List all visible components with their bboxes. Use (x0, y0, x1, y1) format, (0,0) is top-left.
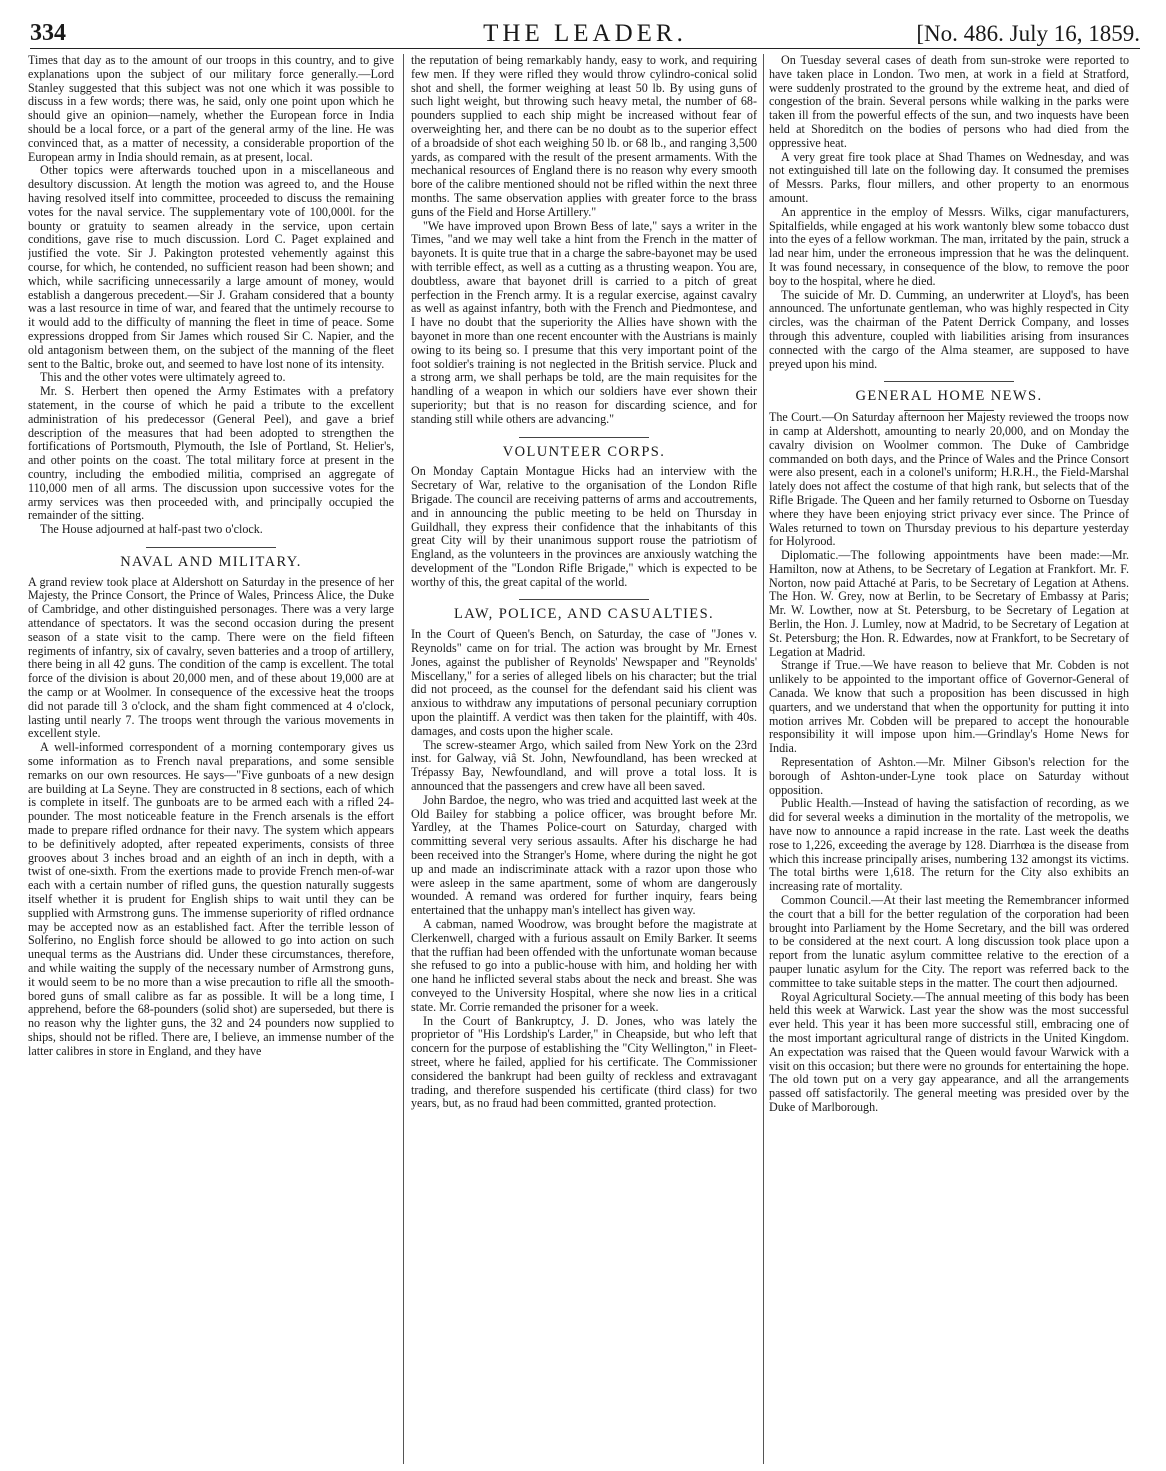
column-divider (763, 54, 764, 1464)
article-paragraph: This and the other votes were ultimately agreed to. (40, 370, 286, 385)
article-paragraph: Times that day as to the amount of our troops in this country, and to give explanations upon the subject of our military force generally.—Lord Stanley suggested that this subject was not one which it was possible to discuss in a few words; there was, he said, only one point upon which he should give an opinion—namely, whether the European force in India should be a local force, or a part of the general army of the line. He was convinced that, as a matter of necessity, a considerable proportion of the European army in India should remain, as at present, local. (28, 54, 394, 164)
newspaper-title: THE LEADER. (483, 20, 687, 47)
article-paragraph: Mr. S. Herbert then opened the Army Estimates with a prefatory statement, in the course of which he paid a tribute to the excellent administration of his predecessor (General Peel), and gave a brief description of the measures that had been adopted to strengthen the fortifications of Portsmouth, Plymouth, the Isle of Portland, St. Helier's, and other points on the coast. The total military force at present in the country, including the embodied militia, comprised an aggregate of 110,000 men of all arms. The discussion upon successive votes for the army services was then proceeded with, and principally occupied the remainder of the sitting. (28, 384, 394, 523)
section-heading: NAVAL AND MILITARY. (120, 553, 302, 570)
article-paragraph: The screw-steamer Argo, which sailed from New York on the 23rd inst. for Galway, viâ St. John, Newfoundland, has been wrecked at Trépassy Bay, Newfoundland, and will prove a total loss. It is announced that the passengers and crew have all been saved. (411, 737, 757, 794)
article-paragraph: A cabman, named Woodrow, was brought before the magistrate at Clerkenwell, charged with a furious assault on Emily Barker. It seems that the ruffian had been offended with the unfortunate woman because she refused to go into a public-house with him, and holding her with one hand he inflicted several stabs about the neck and breast. She was conveyed to the University Hospital, where she now lies in a critical state. Mr. Corrie remanded the prisoner for a week. (411, 917, 757, 1014)
section-heading: VOLUNTEER CORPS. (502, 443, 666, 460)
article-paragraph: Royal Agricultural Society.—The annual meeting of this body has been held this week at Warwick. Last year the show was the most successful ever held. This year it has been more successful still, embracing one of the most important agricultural range of districts in the United Kingdom. An expectation was raised that the Queen would favour Warwick with a visit on this occasion; but there were no grounds for entertaining the hope. The old town put on a very gay appearance, and all the arrangements passed off satisfactorily. The general meeting was presided over by the Duke of Marlborough. (769, 989, 1129, 1114)
article-paragraph: In the Court of Bankruptcy, J. D. Jones, who was lately the proprietor of "His Lordship's Larder," in Cheapside, but who left that concern for the purpose of establishing the "City Wellington," in Fleet-street, where he failed, applied for his certificate. The Commissioner considered the bankrupt had been guilty of reckless and extravagant trading, and therefore suspended his certificate (third class) for two years, but, as no fraud had been committed, granted protection. (411, 1013, 757, 1111)
article-paragraph: A well-informed correspondent of a morning contemporary gives us some information as to French naval preparations, and some sensible remarks on our own resources. He says—"Five gunboats of a new design are building at La Seyne. They are constructed in 8 sections, each of which is complete in itself. The gunboats are to be armed each with a rifled 24-pounder. The most noticeable feature in the French arsenals is the effort made to prepare rifled ordnance for their navy. The system which appears to be definitively adopted, after repeated experiments, consists of three grooves about 3 inches broad and an eighth of an inch in depth, with a twist of one-sixth. From the exertions made to provide French men-of-war each with a certain number of rifled guns, the question naturally suggests itself whether it is prudent for English ships to wait until they can be supplied with Armstrong guns. The immense superiority of rifled ordnance may be accepted now as an established fact. After the terrible lesson of Solferino, no English force should be allowed to go into action on such unequal terms as the Austrians did. Under these circumstances, therefore, and while waiting the supply of the necessary number of Armstrong guns, it would seem to be no more than a wise precaution to rifle all the smooth-bored guns of small calibre as far as possible. It will be a long time, I apprehend, before the 68-pounders (solid shot) are superseded, but there is no reason why the lighter guns, the 32 and 24 pounders now supplied to ships, should not be rifled. There are, I believe, an immense number of the latter calibres in store in England, and they have (28, 740, 394, 1058)
article-paragraph: In the Court of Queen's Bench, on Saturday, the case of "Jones v. Reynolds" came on for trial. The action was brought by Mr. Ernest Jones, against the publisher of Reynolds' Newspaper and "Reynolds' Miscellany," for a series of alleged libels on his character; but the trial did not proceed, as the counsel for the defendant said his client was anxious to withdraw any imputations of personal pecuniary corruption upon the plaintiff. A verdict was then taken for the plaintiff, with 40s. damages, and costs upon the higher scale. (411, 627, 757, 738)
article-paragraph: Strange if True.—We have reason to believe that Mr. Cobden is not unlikely to be appointed to the important office of Governor-General of Canada. We know that such a proposition has been discussed in high quarters, and we understand that when the opportunity for putting it into motion arrives Mr. Cobden will be prepared to accept the honourable responsibility it will impose upon him.—Grindlay's Home News for India. (769, 658, 1129, 756)
masthead (30, 18, 1140, 49)
column-3 (769, 54, 1129, 1464)
page-number: 334 (30, 20, 66, 46)
section-heading: GENERAL HOME NEWS. (855, 388, 1043, 405)
section-heading: LAW, POLICE, AND CASUALTIES. (453, 606, 715, 623)
column-2 (411, 54, 757, 1464)
section-rule (519, 599, 649, 600)
section-rule (146, 547, 276, 548)
article-paragraph: "We have improved upon Brown Bess of late," says a writer in the Times, "and we may well take a hint from the French in the matter of bayonets. It is quite true that in a charge the sabre-bayonet may be used with terrible effect, as well as a cutting as a thrusting weapon. You are, doubtless, aware that bayonet drill is carried to a pitch of great perfection in the French army. It is a regular exercise, against cavalry as well as against infantry, both with the French and Piedmontese, and I have no doubt that the superiority the Allies have shown with the bayonet in more than one recent encounter with the Austrians is mainly owing to its being so. I presume that this very important point of the foot soldier's training is not neglected in the British service. Pluck and a strong arm, we shall perhaps be told, are the main requisites for the handling of a weapon in which our soldiers have ever shown their superiority; but that is no reason for discarding science, and for standing still while others are advancing." (411, 218, 757, 426)
article-paragraph: On Monday Captain Montague Hicks had an interview with the Secretary of War, relative to the organisation of the London Rifle Brigade. The council are receiving patterns of arms and accoutrements, and in announcing the public meeting to be held on Thursday in Guildhall, they express their confidence that the inhabitants of this great City will by their unanimous support rouse the patriotism of England, as the volunteers in the provinces are anxiously watching the development of the "London Rifle Brigade," which is expected to be worthy of this, the great capital of the world. (411, 464, 757, 589)
column-1 (28, 54, 394, 1464)
article-paragraph: Common Council.—At their last meeting the Remembrancer informed the court that a bill for the better regulation of the corporation had been brought into Parliament by the Home Secretary, and the bill was ordered to be considered at the next court. A long discussion took place upon a report from the lunatic asylum committee relative to the erection of a pauper lunatic asylum for the City. The report was referred back to the committee to take suitable steps in the matter. The court then adjourned. (769, 893, 1129, 990)
section-rule (884, 381, 1014, 382)
article-paragraph: On Tuesday several cases of death from sun-stroke were reported to have taken place in London. Two men, at work in a field at Stratford, were suddenly prostrated to the ground by the extreme heat, and died of congestion of the brain. Several persons while walking in the parks were taken ill from the powerful effects of the sun, and two inquests have been held at Shoreditch on the bodies of persons who had died from the oppressive heat. (769, 54, 1129, 150)
article-paragraph: John Bardoe, the negro, who was tried and acquitted last week at the Old Bailey for stabbing a police officer, was brought before Mr. Yardley, at the Thames Police-court on Saturday, charged with committing several very serious assaults. After his discharge he had been received into the Stranger's Home, where during the night he got up and made an indiscriminate attack with a razor upon those who were asleep in the same apartment, some of whom are dangerously wounded. A remand was ordered for further inquiry, fears being entertained that the unhappy man's intellect has given way. (411, 792, 757, 918)
article-paragraph: A very great fire took place at Shad Thames on Wednesday, and was not extinguished till late on the following day. It consumed the premises of Messrs. Parks, flour millers, and other property to an enormous amount. (769, 149, 1129, 205)
article-paragraph: the reputation of being remarkably handy, easy to work, and requiring few men. If they were rifled they would throw cylindro-conical solid shot and shell, the former weighing at least 50 lb. By using guns of such light weight, but throwing such heavy metal, the number of 68-pounders supplied to each ship might be increased without fear of overweighting her, and there can be no doubt as to the superior effect of a broadside of shot each weighing 50 lb. or 68 lb., and ranging 3,500 yards, as compared with the result of the present armaments. With the mechanical resources of England there is no reason why every smooth bore of the calibre mentioned should not be rifled within the next three months. The same observation applies with greater force to the brass guns of the Field and Horse Artillery." (411, 54, 757, 219)
article-paragraph: The Court.—On Saturday afternoon her Majesty reviewed the troops now in camp at Aldershott, amounting to nearly 20,000, and on Monday the cavalry division on Woolmer common. The Duke of Cambridge commanded on both days, and the Prince of Wales and the Prince Consort were also present, each in a colonel's uniform; H.R.H., the Field-Marshal lately does not affect the costume of that high rank, but selects that of the Rifle Brigade. The Queen and her family returned to Osborne on Tuesday where they have been enjoying strict privacy ever since. The Prince of Wales returned to town on Thursday previous to his departure yesterday for Holyrood. (769, 410, 1129, 549)
issue-info: [No. 486. July 16, 1859. (916, 21, 1140, 46)
article-paragraph: A grand review took place at Aldershott on Saturday in the presence of her Majesty, the Prince Consort, the Prince of Wales, Princess Alice, the Duke of Cambridge, and other distinguished personages. There was a very large attendance of spectators. It was the second occasion during the present season of a state visit to the camp. There were on the field fifteen regiments of infantry, six of cavalry, seven batteries and a troop of artillery, there being in all 42 guns. The condition of the camp is excellent. The total force of the division is about 20,000 men, and of these about 19,000 are at the camp or at Woolmer. In consequence of the excessive heat the troops did not parade till 3 o'clock, and the sham fight commenced at 4 o'clock, lasting until nearly 7. The troops went through the various movements in excellent style. (28, 574, 394, 741)
article-paragraph: Public Health.—Instead of having the satisfaction of recording, as we did for several weeks a diminution in the mortality of the metropolis, we have now to announce a rapid increase in the rate. Last week the deaths rose to 1,226, exceeding the average by 128. Diarrhœa is the disease from which this increase principally arises, numbering 132 amongst its victims. The total births were 1,618. The return for the City also exhibits an increasing rate of mortality. (769, 796, 1129, 894)
article-paragraph: An apprentice in the employ of Messrs. Wilks, cigar manufacturers, Spitalfields, while engaged at his work wantonly blew some tobacco dust into the eyes of a fellow workman. The man, irritated by the pain, struck a lad near him, under the erroneous impression that he was the delinquent. It was found necessary, in consequence of the blow, to remove the poor boy to the hospital, where he died. (769, 204, 1129, 288)
column-divider (403, 54, 404, 1464)
section-rule (519, 437, 649, 438)
article-paragraph: Representation of Ashton.—Mr. Milner Gibson's relection for the borough of Ashton-under-Lyne took place on Saturday without opposition. (769, 755, 1129, 797)
article-paragraph: The House adjourned at half-past two o'clock. (40, 522, 263, 537)
article-paragraph: Diplomatic.—The following appointments have been made:—Mr. Hamilton, now at Athens, to be Secretary of Legation at Frankfort. Mr. F. Norton, now paid Attaché at Paris, to be Secretary of Legation at Athens. The Hon. W. Grey, now at Berlin, to be Secretary of Embassy at Paris; Mr. W. Lowther, now at St. Petersburg, to be Secretary of Legation at Berlin, the Hon. J. Lumley, now at Madrid, to be Secretary of Legation at St. Petersburg; the Hon. R. Edwardes, now at Frankfort, to be Secretary of Legation at Madrid. (769, 548, 1129, 659)
article-paragraph: Other topics were afterwards touched upon in a miscellaneous and desultory discussion. At length the motion was agreed to, and the House having resolved itself into committee, proceeded to discuss the remaining votes for the naval service. The supplementary vote of 100,000l. for the bounty or gratuity to seamen already in the service, upon certain conditions, gave rise to much discussion. Lord C. Paget explained and justified the vote. Sir J. Pakington protested vehemently against this course, for which, he contended, no sufficient reason had been shown; and which, while sacrificing unnecessarily a large amount of money, would establish a dangerous precedent.—Sir J. Graham considered that a bounty was a last resource in time of war, and feared that the untimely recourse to it would add to the difficulty of manning the fleet in time of peace. Some expressions dropped from Sir James which roused Sir C. Napier, and the old antagonism between them, on the subject of the manning of the fleet sent to the Baltic, broke out, and seemed to have lost none of its intensity. (28, 163, 394, 371)
article-paragraph: The suicide of Mr. D. Cumming, an underwriter at Lloyd's, has been announced. The unfortunate gentleman, who was highly respected in City circles, was the chairman of the Patent Derrick Company, and losses through this adventure, coupled with liabilities arising from insurances connected with the cargo of the Alma steamer, are supposed to have preyed upon his mind. (769, 287, 1129, 371)
